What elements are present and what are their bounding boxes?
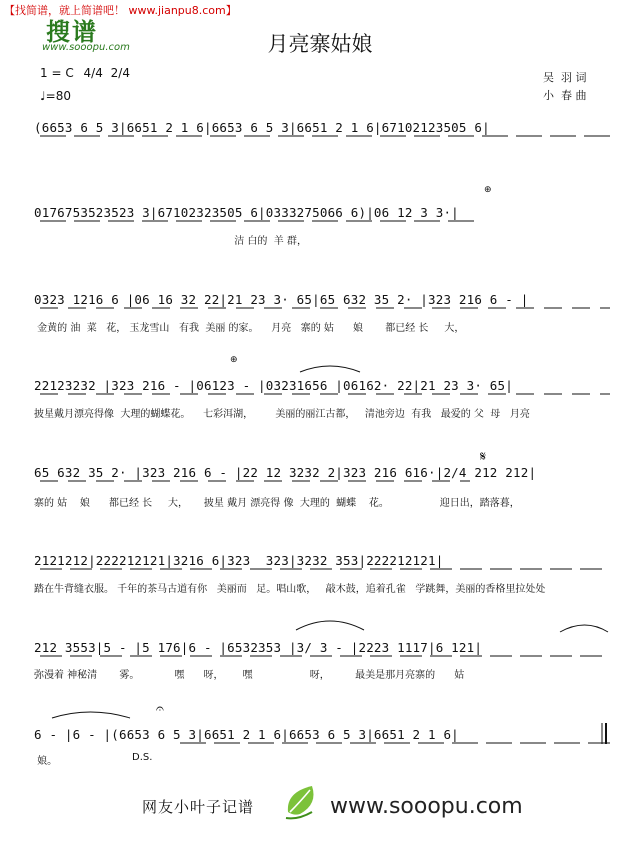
coda-icon-2: ⊕ bbox=[230, 355, 238, 365]
notation-row-4: 22123232 |323 216 - |06123 - |03231656 |06162· 22|21 23 3· 65| bbox=[34, 378, 513, 393]
logo-url: www.sooopu.com bbox=[42, 42, 130, 53]
da-segno-label: D.S. bbox=[132, 752, 153, 763]
segno-icon: 𝄋 bbox=[480, 449, 487, 465]
slur-1 bbox=[300, 366, 360, 372]
key-label: 1 = C bbox=[40, 66, 74, 80]
source-banner: 【找简谱，就上简谱吧！ www.jianpu8.com】 bbox=[4, 4, 237, 17]
lyric-row-6: 踏在牛背缝衣服。 千年的茶马古道有你 美丽而 足。唱山歌， 敲木鼓，追着孔雀 学跳舞，美丽的香格里拉处处 bbox=[34, 584, 546, 595]
notation-row-8: 6 - |6 - |(6653 6 5 3|6651 2 1 6|6653 6 5 3|6651 2 1 6| bbox=[34, 727, 459, 742]
meter-1: 4/4 bbox=[83, 66, 103, 80]
song-title: 月亮寨姑娘 bbox=[267, 32, 373, 56]
slur-3 bbox=[560, 625, 608, 632]
lyric-row-4: 披星戴月漂亮得像 大理的蝴蝶花。 七彩洱湖， 美丽的丽江古都， 清池旁边 有我 最爱的 父 母 月亮 bbox=[34, 409, 530, 420]
notation-row-3: 0323 1216 6 |06 16 32 22|21 23 3· 65|65 632 35 2· |323 216 6 - | bbox=[34, 292, 529, 307]
notation-row-2: 0176753523523 3|67102323505 6|0333275066 6)|06 12 3 3·| bbox=[34, 205, 459, 220]
slur-4 bbox=[52, 712, 130, 718]
composer: 小 春 曲 bbox=[543, 89, 587, 102]
notation-row-7: 212 3553|5 - |5 176|6 - |6532353 |3/ 3 - |2223 1117|6 121| bbox=[34, 640, 483, 655]
tempo-value: =80 bbox=[45, 89, 71, 103]
lyric-row-3: 金黄的 油 菜 花， 玉龙雪山 有我 美丽 的家。 月亮 寨的 姑 娘 都已经 长 大， bbox=[34, 323, 465, 334]
lyric-row-2: 洁 白的 羊 群， bbox=[34, 236, 307, 247]
lyricist: 吴 羽 词 bbox=[543, 71, 587, 84]
coda-icon: ⊕ bbox=[484, 185, 492, 195]
leaf-logo-icon bbox=[282, 782, 324, 822]
slur-2 bbox=[296, 621, 364, 630]
footer-url: www.sooopu.com bbox=[330, 794, 523, 819]
notation-row-6: 2121212|222212121|3216 6|323 323|3232 353|222212121| bbox=[34, 553, 444, 568]
lyric-row-7: 弥漫着 神秘清 雾。 嘿 呀， 嘿 呀， 最美是那月亮寨的 姑 bbox=[34, 670, 465, 681]
notation-row-1: (6653 6 5 3|6651 2 1 6|6653 6 5 3|6651 2 1 6|67102123505 6| bbox=[34, 120, 490, 135]
logo-chinese: 搜谱 bbox=[46, 17, 98, 46]
quarter-note-icon: ♩ bbox=[40, 89, 46, 103]
notation-row-5: 65 632 35 2· |323 216 6 - |22 12 3232 2|323 216 616·|2/4 212 212| bbox=[34, 465, 537, 480]
meter-2: 2/4 bbox=[110, 66, 130, 80]
transcriber-credit: 网友小叶子记谱 bbox=[142, 798, 255, 816]
fermata-icon: 𝄐 bbox=[156, 701, 164, 717]
lyric-row-8: 娘。 bbox=[34, 756, 58, 767]
lyric-row-5: 寨的 姑 娘 都已经 长 大， 披星 戴月 漂亮得 像 大理的 蝴蝶 花。 迎日出，踏落暮， bbox=[34, 498, 520, 509]
